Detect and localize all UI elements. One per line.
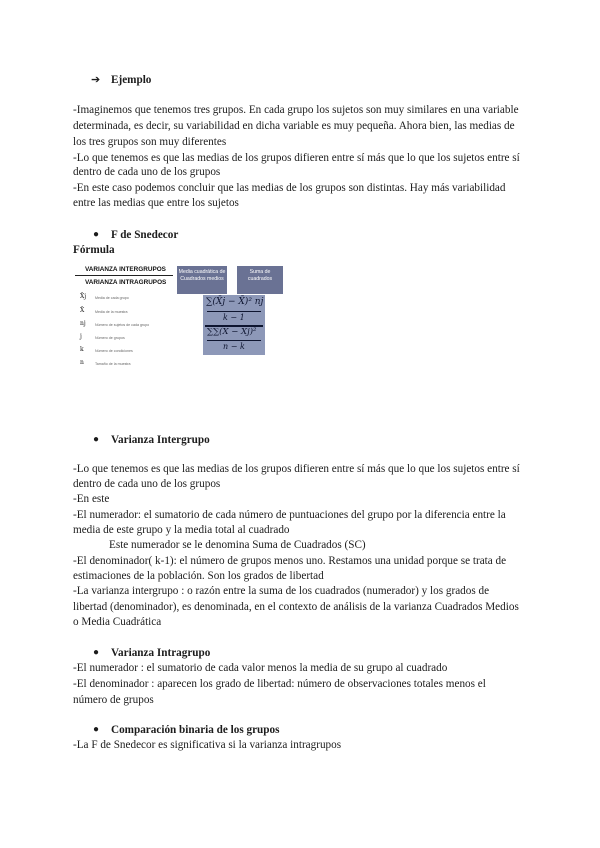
intragrupo-line-2: -El denominador : aparecen los grado de libertad: número de observaciones totales menos el <box>73 678 486 690</box>
ejemplo-heading: Ejemplo <box>111 74 152 86</box>
intergrupo-line-4: -El numerador: el sumatorio de cada número de puntuaciones del grupo por la diferencia entre la <box>73 509 506 521</box>
f-snedecor-heading: F de Snedecor <box>111 229 179 241</box>
formula-numerator-top: ∑(X̄j − X̄)² nj <box>206 297 264 307</box>
intergrupo-line-10: libertad (denominador), es denominada, en el contexto de análisis de la varianza Cuadrados Medios <box>73 601 519 613</box>
figure-title-bottom: VARIANZA INTRAGRUPOS <box>85 279 167 286</box>
ejemplo-line-4: -Lo que tenemos es que las medias de los grupos difieren entre sí más que lo que los sujetos entre sí <box>73 152 520 164</box>
callout-suma-cuadrados: Suma de cuadrados <box>237 266 283 294</box>
formula-inner-bar <box>207 340 261 341</box>
figure-title-top: VARIANZA INTERGRUPOS <box>85 266 166 273</box>
ejemplo-line-7: entre las medias que entre los sujetos <box>73 197 239 209</box>
formula-box <box>203 295 265 355</box>
ejemplo-line-1: -Imaginemos que tenemos tres grupos. En cada grupo los sujetos son muy similares en una variable <box>73 104 519 116</box>
ejemplo-line-3: los tres grupos son muy diferentes <box>73 136 227 148</box>
intergrupo-heading: Varianza Intergrupo <box>111 434 210 446</box>
comparacion-line-1: -La F de Snedecor es significativa si la varianza intragrupos <box>73 739 342 751</box>
formula-subheading: Fórmula <box>73 244 115 256</box>
ejemplo-line-6: -En este caso podemos concluir que las medias de los grupos son distintas. Hay más variabilidad <box>73 182 506 194</box>
legend-symbol: j <box>80 333 82 340</box>
formula-numerator-bottom: k − 1 <box>223 313 245 322</box>
formula-figure <box>73 262 293 374</box>
legend-symbol: nj <box>80 320 86 327</box>
legend-text: Media de cada grupo <box>95 296 129 300</box>
intergrupo-line-1: -Lo que tenemos es que las medias de los grupos difieren entre sí más que lo que los sujetos entre sí <box>73 463 520 475</box>
ejemplo-line-5: dentro de cada uno de los grupos <box>73 166 221 178</box>
intergrupo-line-6: Este numerador se le denomina Suma de Cuadrados (SC) <box>109 539 366 551</box>
intergrupo-line-3: -En este <box>73 493 110 505</box>
bullet-icon: ● <box>93 647 100 658</box>
intragrupo-line-1: -El numerador : el sumatorio de cada valor menos la media de su grupo al cuadrado <box>73 662 448 674</box>
bullet-icon: ● <box>93 229 100 240</box>
formula-denominator-bottom: n − k <box>223 342 245 351</box>
legend-symbol: k <box>80 346 84 353</box>
intergrupo-line-7: -El denominador( k-1): el número de grupos menos uno. Restamos una unidad porque se trata de <box>73 555 507 567</box>
legend-symbol: X̄j <box>80 293 87 300</box>
bullet-icon: ● <box>93 434 100 445</box>
intergrupo-line-8: estimaciones de la población. Son los grados de libertad <box>73 570 324 582</box>
ejemplo-line-2: determinada, es decir, su variabilidad en dicha variable es muy pequeña. Ahora bien, las medias de <box>73 120 515 132</box>
comparacion-heading: Comparación binaria de los grupos <box>111 724 280 736</box>
formula-inner-bar <box>207 311 261 312</box>
legend-text: Tamaño de la muestra <box>95 362 131 366</box>
legend-symbol: n <box>80 359 84 366</box>
intergrupo-line-9: -La varianza intergrupo : o razón entre la suma de los cuadrados (numerador) y los grados de <box>73 585 490 597</box>
legend-text: Número de condiciones <box>95 349 133 353</box>
intragrupo-heading: Varianza Intragrupo <box>111 647 211 659</box>
legend-text: Media de la muestra <box>95 310 128 314</box>
intergrupo-line-5: media de este grupo y la media total al cuadrado <box>73 524 290 536</box>
formula-denominator-top: ∑∑(X − X̄j)² <box>207 327 257 337</box>
legend-symbol: X̄ <box>80 307 85 314</box>
intragrupo-line-3: número de grupos <box>73 694 154 706</box>
legend-text: Número de sujetos de cada grupo <box>95 323 150 327</box>
callout-cuadrados-medios: Media cuadrática de Cuadrados medios <box>177 266 227 294</box>
intergrupo-line-11: o Media Cuadrática <box>73 616 162 628</box>
intergrupo-line-2: dentro de cada uno de los grupos <box>73 478 221 490</box>
legend-text: Número de grupos <box>95 336 125 340</box>
figure-divider <box>75 275 173 276</box>
arrow-icon: ➔ <box>91 74 101 86</box>
bullet-icon: ● <box>93 724 100 735</box>
